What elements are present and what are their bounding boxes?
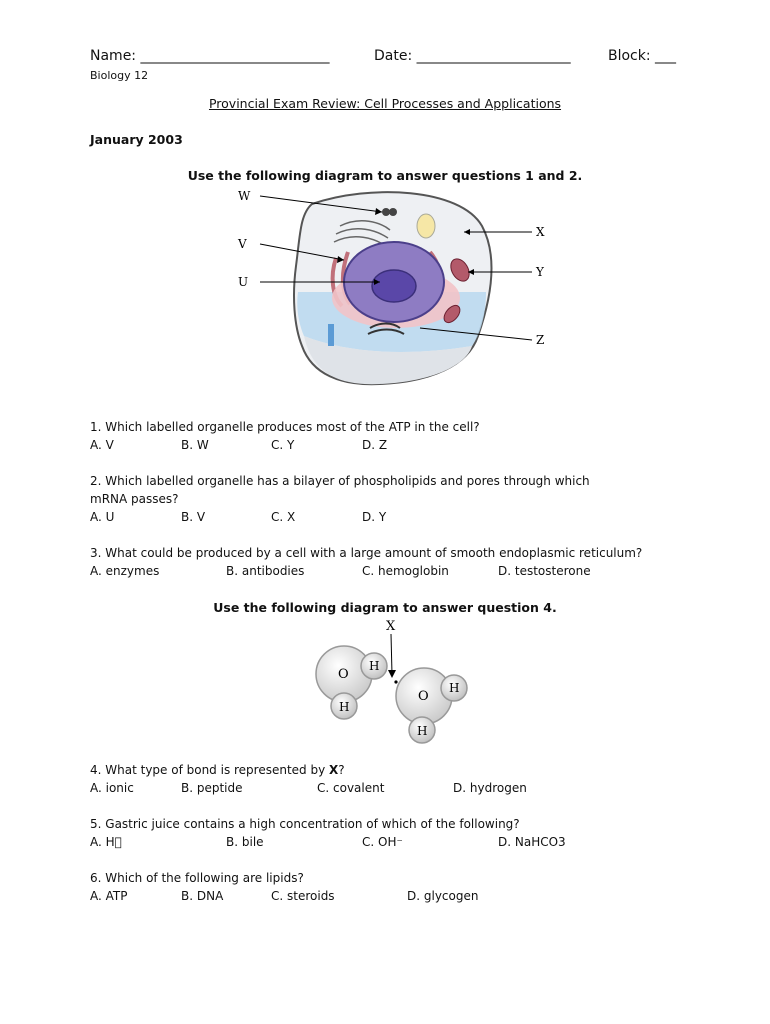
water-molecules-diagram: [300, 616, 480, 746]
diagram1-caption: Use the following diagram to answer questions 1 and 2.: [187, 168, 583, 183]
q5-option-d: D. NaHCO3: [498, 835, 566, 849]
q3-option-b: B. antibodies: [226, 564, 305, 578]
nucleolus: [372, 270, 416, 302]
block-field-label: Block: ___: [608, 48, 677, 64]
animal-cell-diagram: [230, 186, 560, 392]
q4-option-d: D. hydrogen: [453, 781, 527, 795]
question-1-text: 1. Which labelled organelle produces most of the ATP in the cell?: [90, 420, 480, 434]
q2-option-b: B. V: [181, 510, 206, 524]
page-title: Provincial Exam Review: Cell Processes and Applications: [208, 96, 562, 111]
question-4-text: 4. What type of bond is represented by X?: [90, 763, 345, 777]
question-3-text: 3. What could be produced by a cell with a large amount of smooth endoplasmic reticulum?: [90, 546, 643, 560]
exam-date: January 2003: [90, 132, 183, 147]
svg-text:O: O: [338, 667, 349, 682]
q2-option-c: C. X: [271, 510, 296, 524]
q6-option-a: A. ATP: [90, 889, 128, 903]
q5-option-c: C. OH⁻: [362, 835, 403, 849]
q4-option-c: C. covalent: [317, 781, 385, 795]
q5-option-a: A. H : [90, 835, 122, 849]
svg-text:O: O: [418, 689, 429, 704]
svg-text:H: H: [369, 659, 380, 673]
q3-option-a: A. enzymes: [90, 564, 160, 578]
svg-text:H: H: [449, 681, 460, 695]
course-label: Biology 12: [90, 69, 149, 82]
bond-label-x: X: [386, 619, 396, 634]
q3-option-c: C. hemoglobin: [362, 564, 449, 578]
diagram2-caption: Use the following diagram to answer question 4.: [213, 600, 557, 615]
svg-text:H: H: [417, 724, 428, 738]
q1-option-c: C. Y: [271, 438, 295, 452]
q2-option-d: D. Y: [362, 510, 387, 524]
q6-option-b: B. DNA: [181, 889, 224, 903]
q1-option-a: A. V: [90, 438, 114, 452]
label-y: Y: [536, 265, 544, 279]
q4-option-b: B. peptide: [181, 781, 243, 795]
label-z: Z: [536, 333, 545, 347]
question-2-text-line2: mRNA passes?: [90, 492, 179, 506]
label-w: W: [238, 189, 251, 203]
svg-text:H: H: [339, 700, 350, 714]
label-v: V: [238, 237, 247, 251]
vacuole: [417, 214, 435, 238]
question-6-text: 6. Which of the following are lipids?: [90, 871, 304, 885]
q2-option-a: A. U: [90, 510, 115, 524]
date-field-label: Date: ______________________: [374, 48, 571, 64]
label-u: U: [238, 275, 249, 289]
q4-option-a: A. ionic: [90, 781, 134, 795]
q6-option-c: C. steroids: [271, 889, 335, 903]
q1-option-d: D. Z: [362, 438, 388, 452]
q5-option-b: B. bile: [226, 835, 264, 849]
name-field-label: Name: ___________________________: [90, 48, 330, 64]
question-2-text-line1: 2. Which labelled organelle has a bilayer of phospholipids and pores through which: [90, 474, 590, 488]
q3-option-d: D. testosterone: [498, 564, 591, 578]
label-x: X: [536, 225, 545, 239]
question-5-text: 5. Gastric juice contains a high concentration of which of the following?: [90, 817, 520, 831]
q1-option-b: B. W: [181, 438, 209, 452]
q6-option-d: D. glycogen: [407, 889, 479, 903]
